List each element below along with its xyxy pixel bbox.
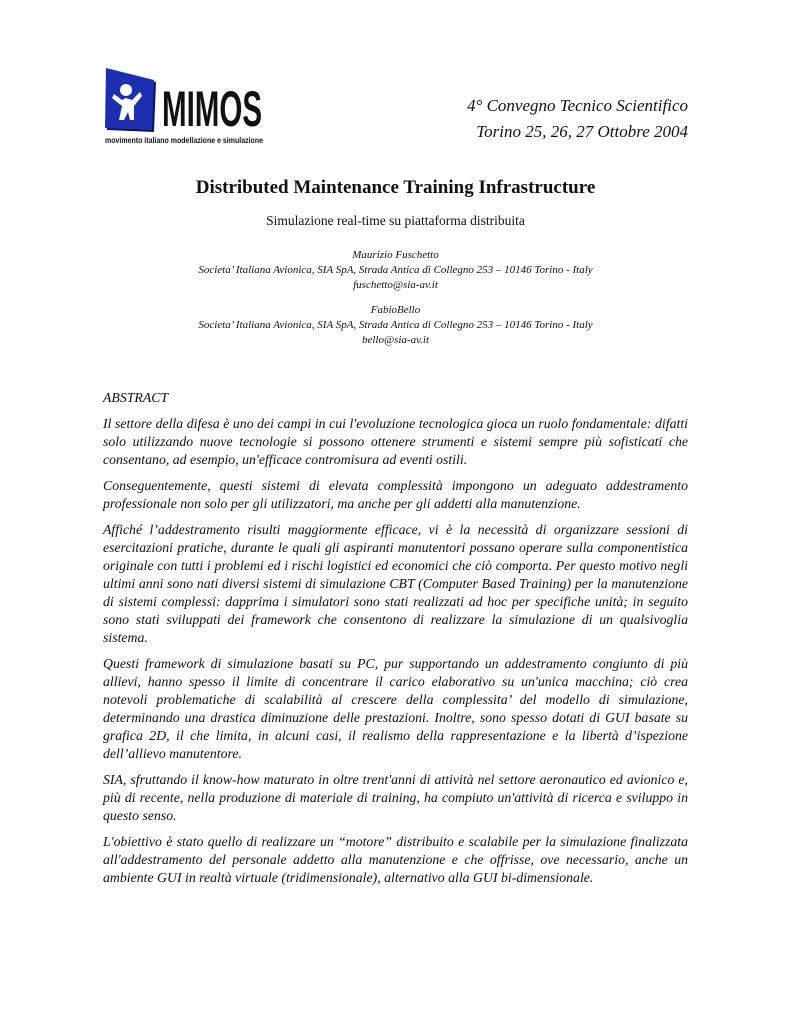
abstract-paragraph: Questi framework di simulazione basati su PC, pur supportando un addestramento congiunto di più allievi, hanno spesso il limite di concentrare il carico elaborativo su un'unica macchina; ciò crea notevoli problematiche di scalabilità al crescere della complessita’ del modello di simulazione, determinando una drastica diminuzione delle prestazioni. Inoltre, sono spesso dotati di GUI basate su grafica 2D, il che limita, in alcuni casi, il realismo della rappresentazione e la libertà d’ispezione dell’allievo manutentore. xyxy=(103,656,688,761)
mimos-logo-graphic xyxy=(104,68,266,148)
author-affiliation: Societa’ Italiana Avionica, SIA SpA, Strada Antica di Collegno 253 – 10146 Torino - Italy xyxy=(198,264,593,276)
mimos-logo xyxy=(104,68,266,148)
conference-date: Torino 25, 26, 27 Ottobre 2004 xyxy=(476,122,688,141)
abstract-paragraph: SIA, sfruttando il know-how maturato in oltre trent'anni di attività nel settore aeronautico ed avionico e, più di recente, nella produzione di materiale di training, ha compiuto un'attività di ricerca e sviluppo in questo senso. xyxy=(103,772,688,823)
conference-info xyxy=(467,93,688,145)
abstract-paragraph: L'obiettivo è stato quello di realizzare un “motore” distribuito e scalabile per la simulazione finalizzata all'addestramento del personale addetto alla manutenzione e che offrisse, ove necessario, anche un ambiente GUI in realtà virtuale (tridimensionale), alternativo alla GUI bi-dimensionale. xyxy=(103,834,688,885)
paper-subtitle: Simulazione real-time su piattaforma distribuita xyxy=(266,213,525,228)
author-email: fuschetto@sia-av.it xyxy=(353,279,438,291)
author-block xyxy=(0,248,791,293)
abstract-paragraph: Conseguentemente, questi sistemi di elevata complessità impongono un adeguato addestramento professionale non solo per gli utilizzatori, ma anche per gli addetti alla manutenzione. xyxy=(103,478,688,511)
abstract-section xyxy=(103,389,688,895)
logo-brand-text: MIMOS xyxy=(162,81,262,137)
abstract-paragraph: Il settore della difesa è uno dei campi in cui l'evoluzione tecnologica gioca un ruolo fondamentale: difatti solo utilizzando nuove tecnologie si possono ottenere strumenti e sistemi sempre più sofisticati che consentano, ad esempio, un'efficace contromisura ad eventi ostili. xyxy=(103,416,688,467)
logo-tagline: movimento italiano modellazione e simulazione xyxy=(105,135,264,145)
author-block xyxy=(0,303,791,348)
paper-title: Distributed Maintenance Training Infrastructure xyxy=(195,177,596,198)
abstract-paragraph: Affiché l’addestramento risulti maggiormente efficace, vi è la necessità di organizzare sessioni di esercitazioni pratiche, durante le quali gli aspiranti manutentori possano operare sulla componentistica originale con tutti i problemi ed i rischi logistici ed economici che ciò comporta. Per questo motivo negli ultimi anni sono nati diversi sistemi di simulazione CBT (Computer Based Training) per la manutenzione di sistemi complessi: dapprima i simulatori sono stati realizzati ad hoc per specifiche unità; in seguito sono stati sviluppati dei framework che consentono di realizzare la simulazione di un qualsivoglia sistema. xyxy=(103,522,688,645)
abstract-heading: ABSTRACT xyxy=(103,390,169,405)
author-name: Maurizio Fuschetto xyxy=(352,249,439,261)
conference-name: 4° Convegno Tecnico Scientifico xyxy=(467,96,688,115)
author-email: bello@sia-av.it xyxy=(361,334,430,346)
author-name: FabioBello xyxy=(370,304,421,316)
author-affiliation: Societa’ Italiana Avionica, SIA SpA, Strada Antica di Collegno 253 – 10146 Torino - Italy xyxy=(198,319,593,331)
